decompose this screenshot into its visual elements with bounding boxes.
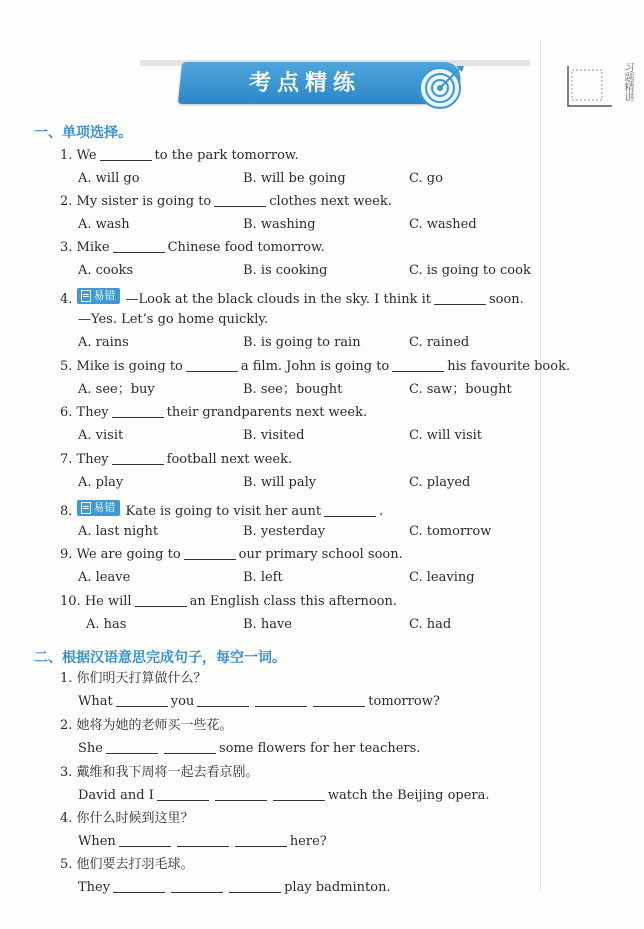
answer-blank[interactable] xyxy=(186,359,238,372)
translation-prompt-5: 5. 他们要去打羽毛球。 xyxy=(60,857,194,872)
error-prone-badge: 易错 xyxy=(77,500,120,516)
option-b[interactable]: B. yesterday xyxy=(243,524,326,539)
question-6: 6. They their grandparents next week. xyxy=(60,405,368,420)
option-c[interactable]: C. is going to cook xyxy=(409,263,531,278)
option-b[interactable]: B. is going to rain xyxy=(243,335,361,350)
option-c[interactable]: C. rained xyxy=(409,335,470,350)
answer-blank[interactable] xyxy=(100,148,152,161)
answer-blank[interactable] xyxy=(135,594,187,607)
translation-answer-1: What you tomorrow? xyxy=(78,694,440,709)
option-a[interactable]: A. has xyxy=(86,617,127,632)
answer-blank[interactable] xyxy=(324,504,376,517)
translation-answer-5: They play badminton. xyxy=(78,880,391,895)
answer-blank[interactable] xyxy=(313,694,365,707)
answer-blank[interactable] xyxy=(235,834,287,847)
option-c[interactable]: C. played xyxy=(409,475,471,490)
option-b[interactable]: B. visited xyxy=(243,428,305,443)
option-b[interactable]: B. left xyxy=(243,570,283,585)
answer-blank[interactable] xyxy=(171,880,223,893)
option-a[interactable]: A. leave xyxy=(78,570,131,585)
option-c[interactable]: C. go xyxy=(409,171,443,186)
question-4: 4. 易错 —Look at the black clouds in the sky. I think it soon. xyxy=(60,289,524,307)
translation-answer-3: David and I watch the Beijing opera. xyxy=(78,788,490,803)
option-c[interactable]: C. washed xyxy=(409,217,477,232)
section-1-title: 一、单项选择。 xyxy=(34,125,132,141)
answer-blank[interactable] xyxy=(177,834,229,847)
option-b[interactable]: B. is cooking xyxy=(243,263,328,278)
option-a[interactable]: A. play xyxy=(78,475,124,490)
answer-blank[interactable] xyxy=(255,694,307,707)
answer-blank[interactable] xyxy=(434,292,486,305)
question-8: 8. 易错 Kate is going to visit her aunt . xyxy=(60,501,384,519)
answer-blank[interactable] xyxy=(273,788,325,801)
option-b[interactable]: B. washing xyxy=(243,217,316,232)
question-10: 10. He will an English class this afternoon. xyxy=(60,594,397,609)
translation-answer-2: She some flowers for her teachers. xyxy=(78,741,421,756)
option-b[interactable]: B. see；bought xyxy=(243,382,343,397)
option-b[interactable]: B. will be going xyxy=(243,171,346,186)
question-2: 2. My sister is going to clothes next week. xyxy=(60,194,392,209)
option-c[interactable]: C. had xyxy=(409,617,452,632)
option-c[interactable]: C. will visit xyxy=(409,428,483,443)
answer-blank[interactable] xyxy=(184,547,236,560)
page-title: 考点精练 xyxy=(248,71,361,96)
question-7: 7. They football next week. xyxy=(60,452,293,467)
option-c[interactable]: C. tomorrow xyxy=(409,524,492,539)
question-5: 5. Mike is going to a film. John is going to his favourite book. xyxy=(60,359,571,374)
target-icon xyxy=(418,62,466,110)
option-a[interactable]: A. will go xyxy=(78,171,140,186)
answer-blank[interactable] xyxy=(116,694,168,707)
translation-prompt-4: 4. 你什么时候到这里？ xyxy=(60,811,194,826)
document-icon xyxy=(81,502,91,514)
option-a[interactable]: A. last night xyxy=(78,524,159,539)
option-a[interactable]: A. see；buy xyxy=(78,382,155,397)
answer-blank[interactable] xyxy=(119,834,171,847)
answer-blank[interactable] xyxy=(112,405,164,418)
answer-blank[interactable] xyxy=(106,741,158,754)
answer-blank[interactable] xyxy=(164,741,216,754)
side-tab-label: 习题精讲 xyxy=(622,62,633,102)
option-a[interactable]: A. cooks xyxy=(78,263,134,278)
question-4-line2: —Yes. Let’s go home quickly. xyxy=(78,312,269,327)
option-a[interactable]: A. rains xyxy=(78,335,129,350)
document-icon xyxy=(81,290,91,302)
error-prone-badge: 易错 xyxy=(77,288,120,304)
answer-blank[interactable] xyxy=(113,240,165,253)
option-b[interactable]: B. will paly xyxy=(243,475,317,490)
section-2-title: 二、根据汉语意思完成句子，每空一词。 xyxy=(34,650,286,666)
translation-prompt-2: 2. 她将为她的老师买一些花。 xyxy=(60,718,233,733)
answer-blank[interactable] xyxy=(197,694,249,707)
answer-blank[interactable] xyxy=(113,880,165,893)
bookmark-icon xyxy=(566,64,614,108)
option-a[interactable]: A. visit xyxy=(78,428,124,443)
page-divider xyxy=(540,40,541,890)
option-c[interactable]: C. saw；bought xyxy=(409,382,512,397)
option-b[interactable]: B. have xyxy=(243,617,292,632)
option-c[interactable]: C. leaving xyxy=(409,570,475,585)
answer-blank[interactable] xyxy=(157,788,209,801)
translation-prompt-3: 3. 戴维和我下周将一起去看京剧。 xyxy=(60,765,259,780)
option-a[interactable]: A. wash xyxy=(78,217,130,232)
answer-blank[interactable] xyxy=(214,194,266,207)
question-1: 1. We to the park tomorrow. xyxy=(60,148,299,163)
question-9: 9. We are going to our primary school soon. xyxy=(60,547,403,562)
answer-blank[interactable] xyxy=(229,880,281,893)
translation-prompt-1: 1. 你们明天打算做什么？ xyxy=(60,671,207,686)
answer-blank[interactable] xyxy=(215,788,267,801)
answer-blank[interactable] xyxy=(392,359,444,372)
question-3: 3. Mike Chinese food tomorrow. xyxy=(60,240,325,255)
answer-blank[interactable] xyxy=(112,452,164,465)
translation-answer-4: When here? xyxy=(78,834,327,849)
